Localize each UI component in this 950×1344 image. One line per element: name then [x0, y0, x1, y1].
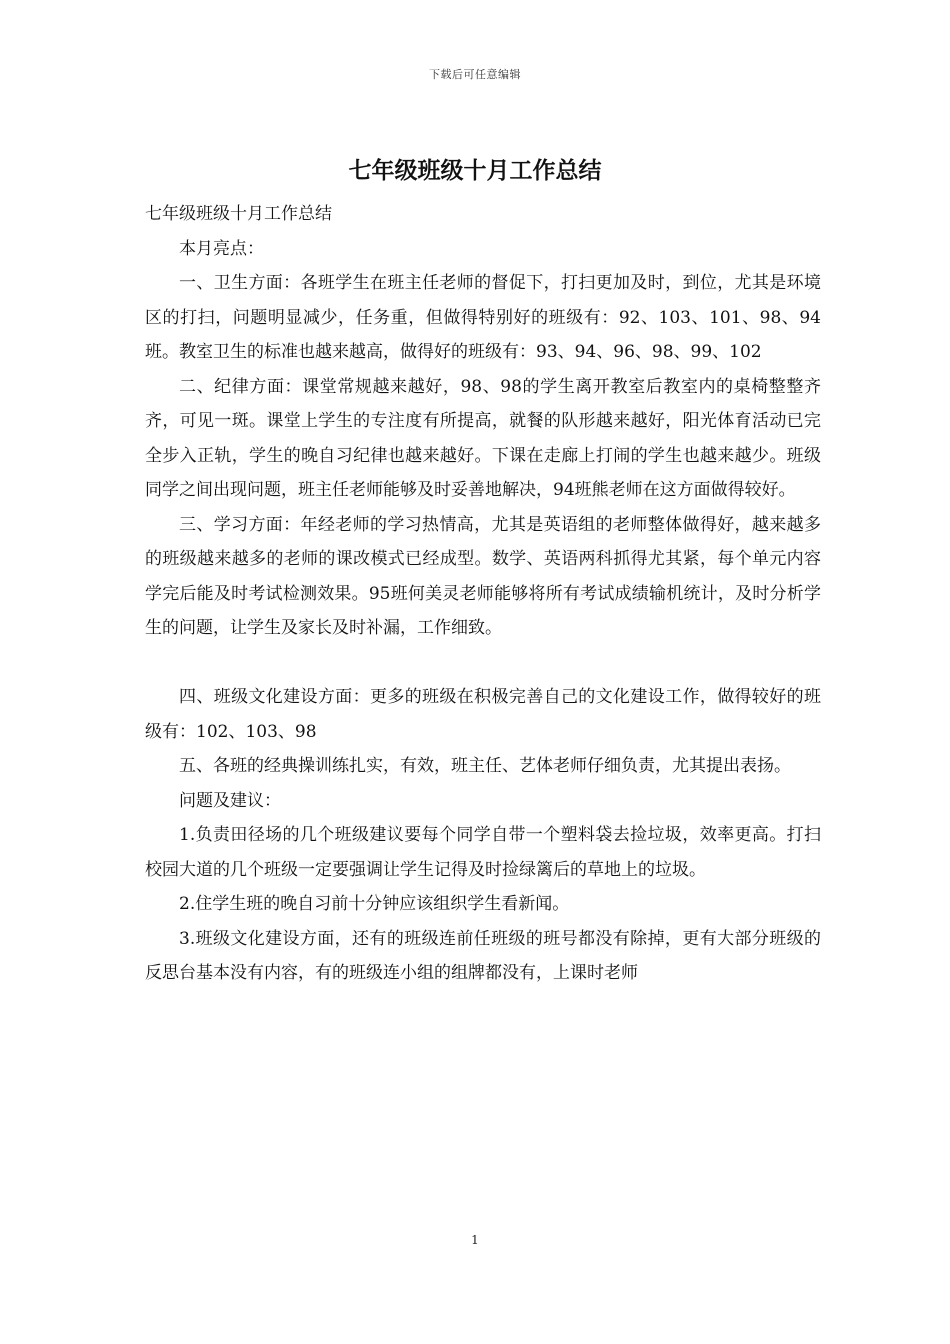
subtitle-paragraph: 七年级班级十月工作总结: [145, 204, 332, 224]
paragraph-hygiene: 一、卫生方面：各班学生在班主任老师的督促下，打扫更加及时，到位，尤其是环境区的打扫，问题明显减少，任务重，但做得特别好的班级有：92、103、101、98、94班。教室卫生的标准也越来越高，做得好的班级有：93、94、96、98、99、102: [145, 273, 821, 362]
page-number: 1: [471, 1233, 479, 1247]
document-title: 七年级班级十月工作总结: [348, 157, 602, 184]
suggestion-2: 2.住学生班的晚自习前十分钟应该组织学生看新闻。: [179, 894, 570, 914]
highlights-heading: 本月亮点：: [179, 238, 264, 259]
issues-heading: 问题及建议：: [179, 790, 281, 811]
paragraph-discipline: 二、纪律方面：课堂常规越来越好，98、98的学生离开教室后教室内的桌椅整整齐齐，可见一斑。课堂上学生的专注度有所提高，就餐的队形越来越好，阳光体育活动已完全步入正轨，学生的晚自习纪律也越来越好。下课在走廊上打闹的学生也越来越少。班级同学之间出现问题，班主任老师能够及时妥善地解决，94班熊老师在这方面做得较好。: [145, 376, 821, 500]
suggestion-1: 1.负责田径场的几个班级建议要每个同学自带一个塑料袋去捡垃圾，效率更高。打扫校园大道的几个班级一定要强调让学生记得及时捡绿篱后的草地上的垃圾。: [145, 825, 821, 880]
header-note: 下载后可任意编辑: [429, 68, 521, 81]
paragraph-class-culture: 四、班级文化建设方面：更多的班级在积极完善自己的文化建设工作，做得较好的班级有：102、103、98: [145, 687, 821, 742]
paragraph-study: 三、学习方面：年经老师的学习热情高，尤其是英语组的老师整体做得好，越来越多的班级越来越多的老师的课改模式已经成型。数学、英语两科抓得尤其紧，每个单元内容学完后能及时考试检测效果。95班何美灵老师能够将所有考试成绩输机统计，及时分析学生的问题，让学生及家长及时补漏，工作细致。: [145, 514, 821, 638]
document-body: [145, 197, 821, 991]
paragraph-exercise: 五、各班的经典操训练扎实，有效，班主任、艺体老师仔细负责，尤其提出表扬。: [179, 756, 791, 776]
suggestion-3: 3.班级文化建设方面，还有的班级连前任班级的班号都没有除掉，更有大部分班级的反思台基本没有内容，有的班级连小组的组牌都没有，上课时老师: [145, 928, 821, 983]
